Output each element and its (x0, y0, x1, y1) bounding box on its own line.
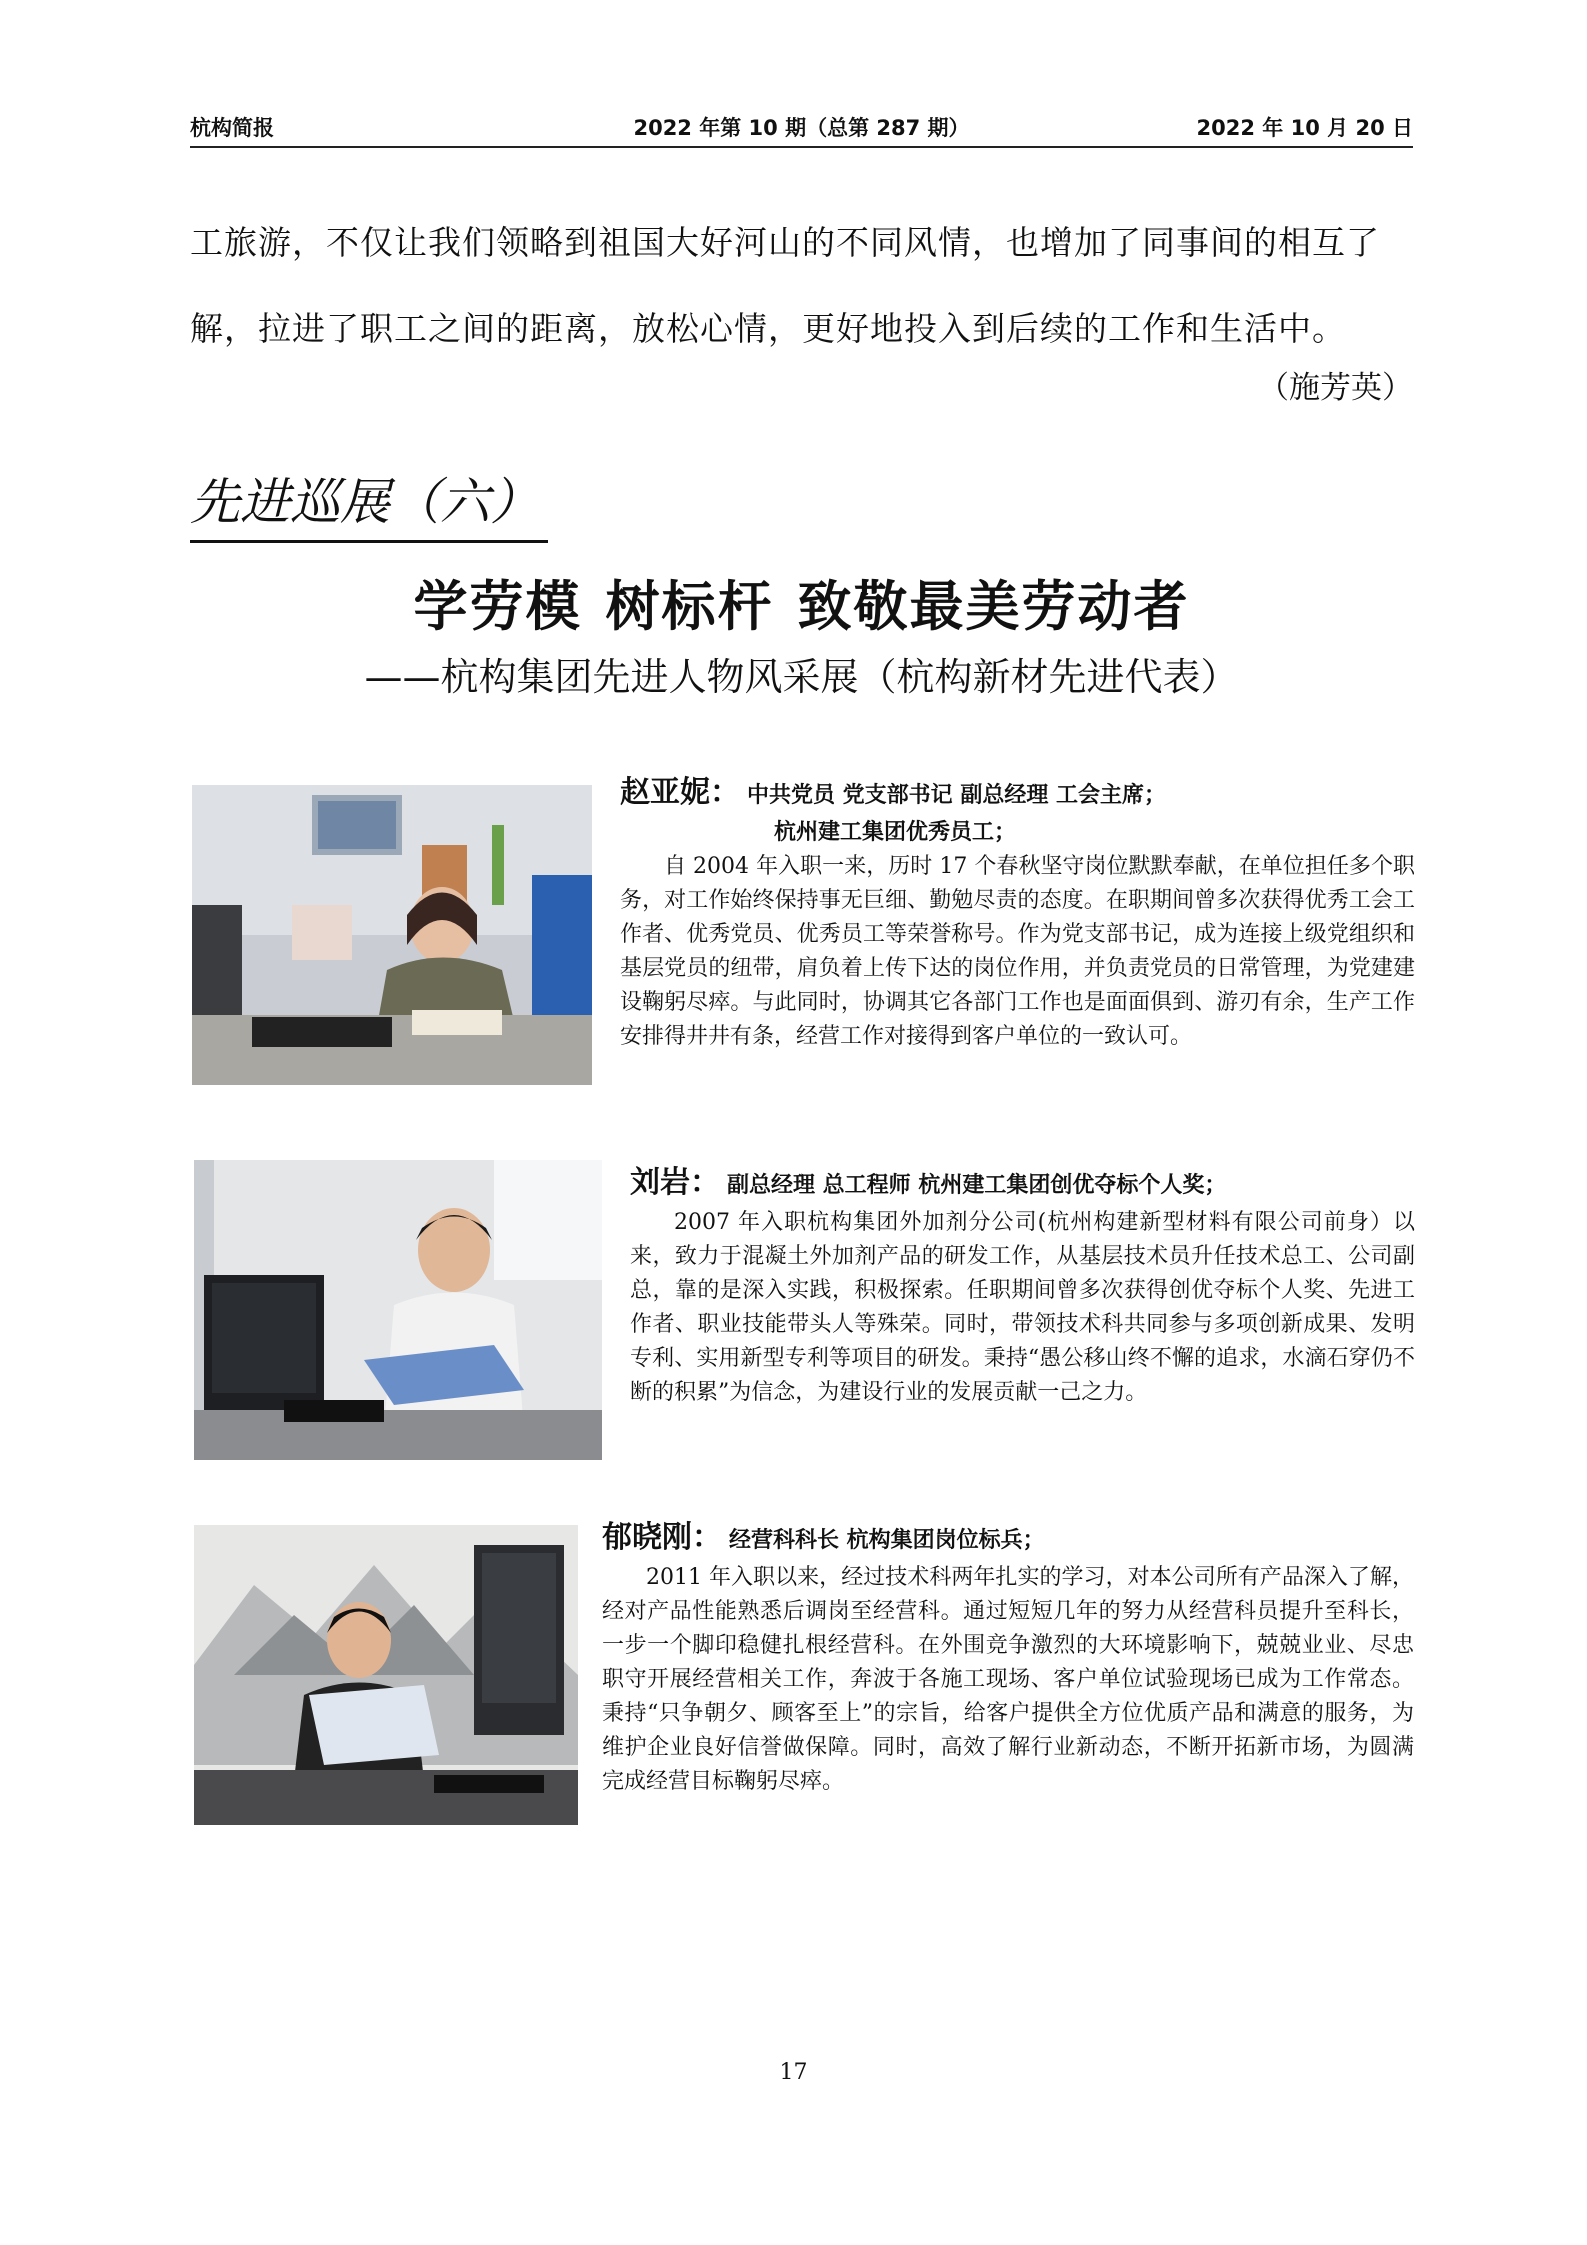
intro-paragraph (190, 200, 1413, 372)
main-title-part-1: 学劳模 (413, 575, 582, 638)
main-title-part-3: 致敬最美劳动者 (797, 575, 1190, 638)
profile-yu (602, 1518, 1414, 1799)
profile-name: 郁晓刚： (602, 1520, 722, 1555)
profile-photo-zhao (192, 785, 592, 1085)
profile-roles: 经营科科长 杭构集团岗位标兵； (729, 1528, 1045, 1553)
profile-liu (630, 1163, 1415, 1410)
profile-body: 2011 年入职以来，经过技术科两年扎实的学习，对本公司所有产品深入了解，经对产品性能熟悉后调岗至经营科。通过短短几年的努力从经营科员提升至科长，一步一个脚印稳健扎根经营科。在外围竞争激烈的大环境影响下，兢兢业业、尽忠职守开展经营相关工作，奔波于各施工现场、客户单位试验现场已成为工作常态。秉持“只争朝夕、顾客至上”的宗旨，给客户提供全方位优质产品和满意的服务，为维护企业良好信誉做保障。同时，高效了解行业新动态，不断开拓新市场，为圆满完成经营目标鞠躬尽瘁。 (602, 1565, 1414, 1794)
main-title (190, 564, 1413, 641)
main-title-part-2: 树标杆 (605, 575, 774, 638)
profile-zhao (620, 773, 1415, 1054)
sub-title: ——杭构集团先进人物风采展（杭构新材先进代表） (364, 655, 1239, 699)
profile-photo-yu (194, 1525, 578, 1825)
header-issue: 2022 年第 10 期（总第 287 期） (633, 116, 970, 140)
intro-author: （施芳英） (1258, 370, 1413, 406)
profile-name: 刘岩： (630, 1165, 720, 1200)
header-date: 2022 年 10 月 20 日 (1196, 116, 1413, 140)
page-number: 17 (779, 2060, 808, 2085)
section-title: 先进巡展（六） (190, 462, 548, 543)
profile-roles: 副总经理 总工程师 杭州建工集团创优夺标个人奖； (727, 1173, 1227, 1198)
profile-name: 赵亚妮： (620, 775, 740, 810)
profile-roles-2: 杭州建工集团优秀员工； (774, 820, 1017, 845)
header-publication: 杭构简报 (190, 116, 274, 140)
profile-body: 2007 年入职杭构集团外加剂分公司(杭州构建新型材料有限公司前身）以来，致力于混凝土外加剂产品的研发工作，从基层技术员升任技术总工、公司副总，靠的是深入实践，积极探索。任职期间曾多次获得创优夺标个人奖、先进工作者、职业技能带头人等殊荣。同时，带领技术科共同参与多项创新成果、发明专利、实用新型专利等项目的研发。秉持“愚公移山终不懈的追求，水滴石穿仍不断的积累”为信念，为建设行业的发展贡献一己之力。 (630, 1210, 1415, 1405)
page-header (190, 108, 1413, 144)
header-rule (190, 146, 1413, 148)
intro-line-2: 解，拉进了职工之间的距离，放松心情，更好地投入到后续的工作和生活中。 (190, 309, 1346, 348)
intro-line-1: 工旅游，不仅让我们领略到祖国大好河山的不同风情，也增加了同事间的相互了 (190, 223, 1380, 262)
profile-photo-liu (194, 1160, 602, 1460)
profile-body: 自 2004 年入职一来，历时 17 个春秋坚守岗位默默奉献，在单位担任多个职务，对工作始终保持事无巨细、勤勉尽责的态度。在职期间曾多次获得优秀工会工作者、优秀党员、优秀员工等荣誉称号。作为党支部书记，成为连接上级党组织和基层党员的纽带，肩负着上传下达的岗位作用，并负责党员的日常管理，为党建建设鞠躬尽瘁。与此同时，协调其它各部门工作也是面面俱到、游刃有余，生产工作安排得井井有条，经营工作对接得到客户单位的一致认可。 (620, 854, 1415, 1049)
profile-roles: 中共党员 党支部书记 副总经理 工会主席； (747, 783, 1166, 808)
